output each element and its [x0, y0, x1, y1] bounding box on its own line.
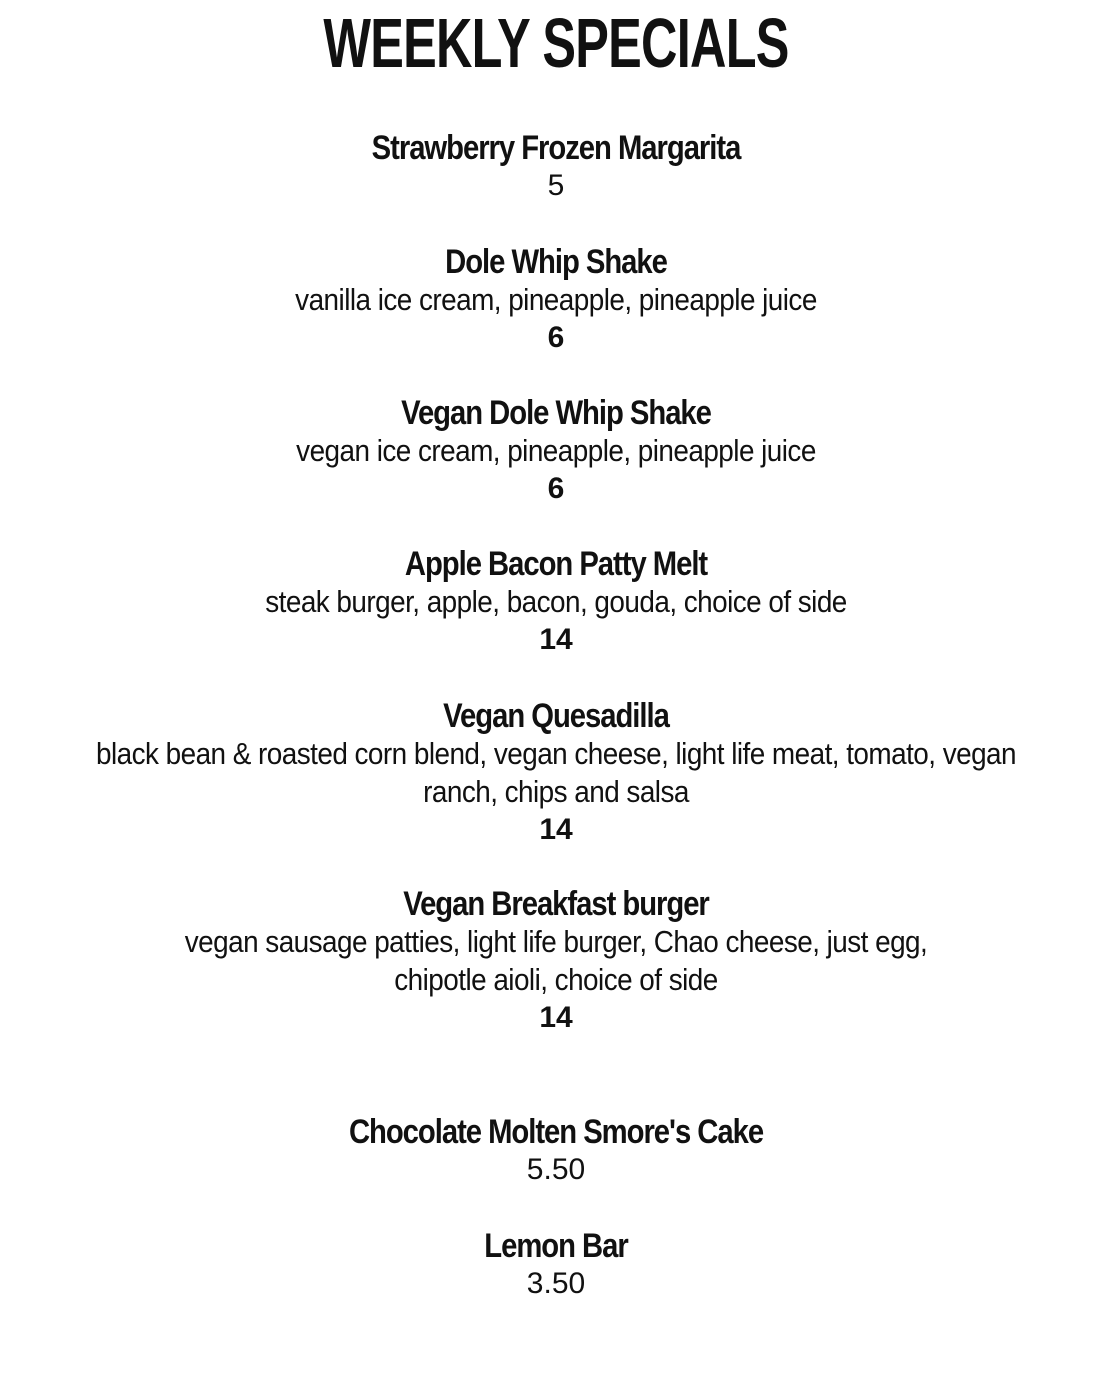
menu-item	[0, 1113, 1112, 1189]
item-price: 6	[547, 321, 565, 354]
item-description: vanilla ice cream, pineapple, pineapple juice	[295, 282, 817, 317]
item-description-line: vegan sausage patties, light life burger, Chao cheese, just egg,	[184, 924, 928, 959]
menu-item	[0, 243, 1112, 357]
item-price: 14	[539, 623, 573, 656]
item-price: 14	[539, 813, 573, 846]
menu-item	[0, 129, 1112, 205]
item-name: Lemon Bar	[484, 1227, 628, 1265]
item-name: Strawberry Frozen Margarita	[371, 129, 741, 167]
menu-item	[0, 1227, 1112, 1303]
menu-item	[0, 545, 1112, 659]
menu-item	[0, 697, 1112, 849]
item-name: Vegan Quesadilla	[443, 697, 669, 735]
item-description: vegan ice cream, pineapple, pineapple juice	[296, 433, 816, 468]
item-description-line: black bean & roasted corn blend, vegan cheese, light life meat, tomato, vegan	[95, 736, 1017, 771]
item-name: Vegan Breakfast burger	[403, 885, 709, 923]
item-description-line: ranch, chips and salsa	[423, 774, 689, 809]
item-price: 5.50	[526, 1153, 586, 1186]
item-name: Vegan Dole Whip Shake	[401, 394, 711, 432]
item-price: 6	[547, 472, 565, 505]
item-name: Chocolate Molten Smore's Cake	[348, 1113, 764, 1151]
item-name: Dole Whip Shake	[445, 243, 667, 281]
item-description-line: chipotle aioli, choice of side	[394, 962, 718, 997]
item-name: Apple Bacon Patty Melt	[404, 545, 708, 583]
menu-item	[0, 885, 1112, 1037]
item-price: 14	[539, 1001, 573, 1034]
menu-item	[0, 394, 1112, 508]
menu-title: WEEKLY SPECIALS	[323, 4, 789, 82]
item-description: steak burger, apple, bacon, gouda, choice of side	[265, 584, 847, 619]
item-price: 5	[547, 169, 565, 202]
item-price: 3.50	[526, 1267, 586, 1300]
